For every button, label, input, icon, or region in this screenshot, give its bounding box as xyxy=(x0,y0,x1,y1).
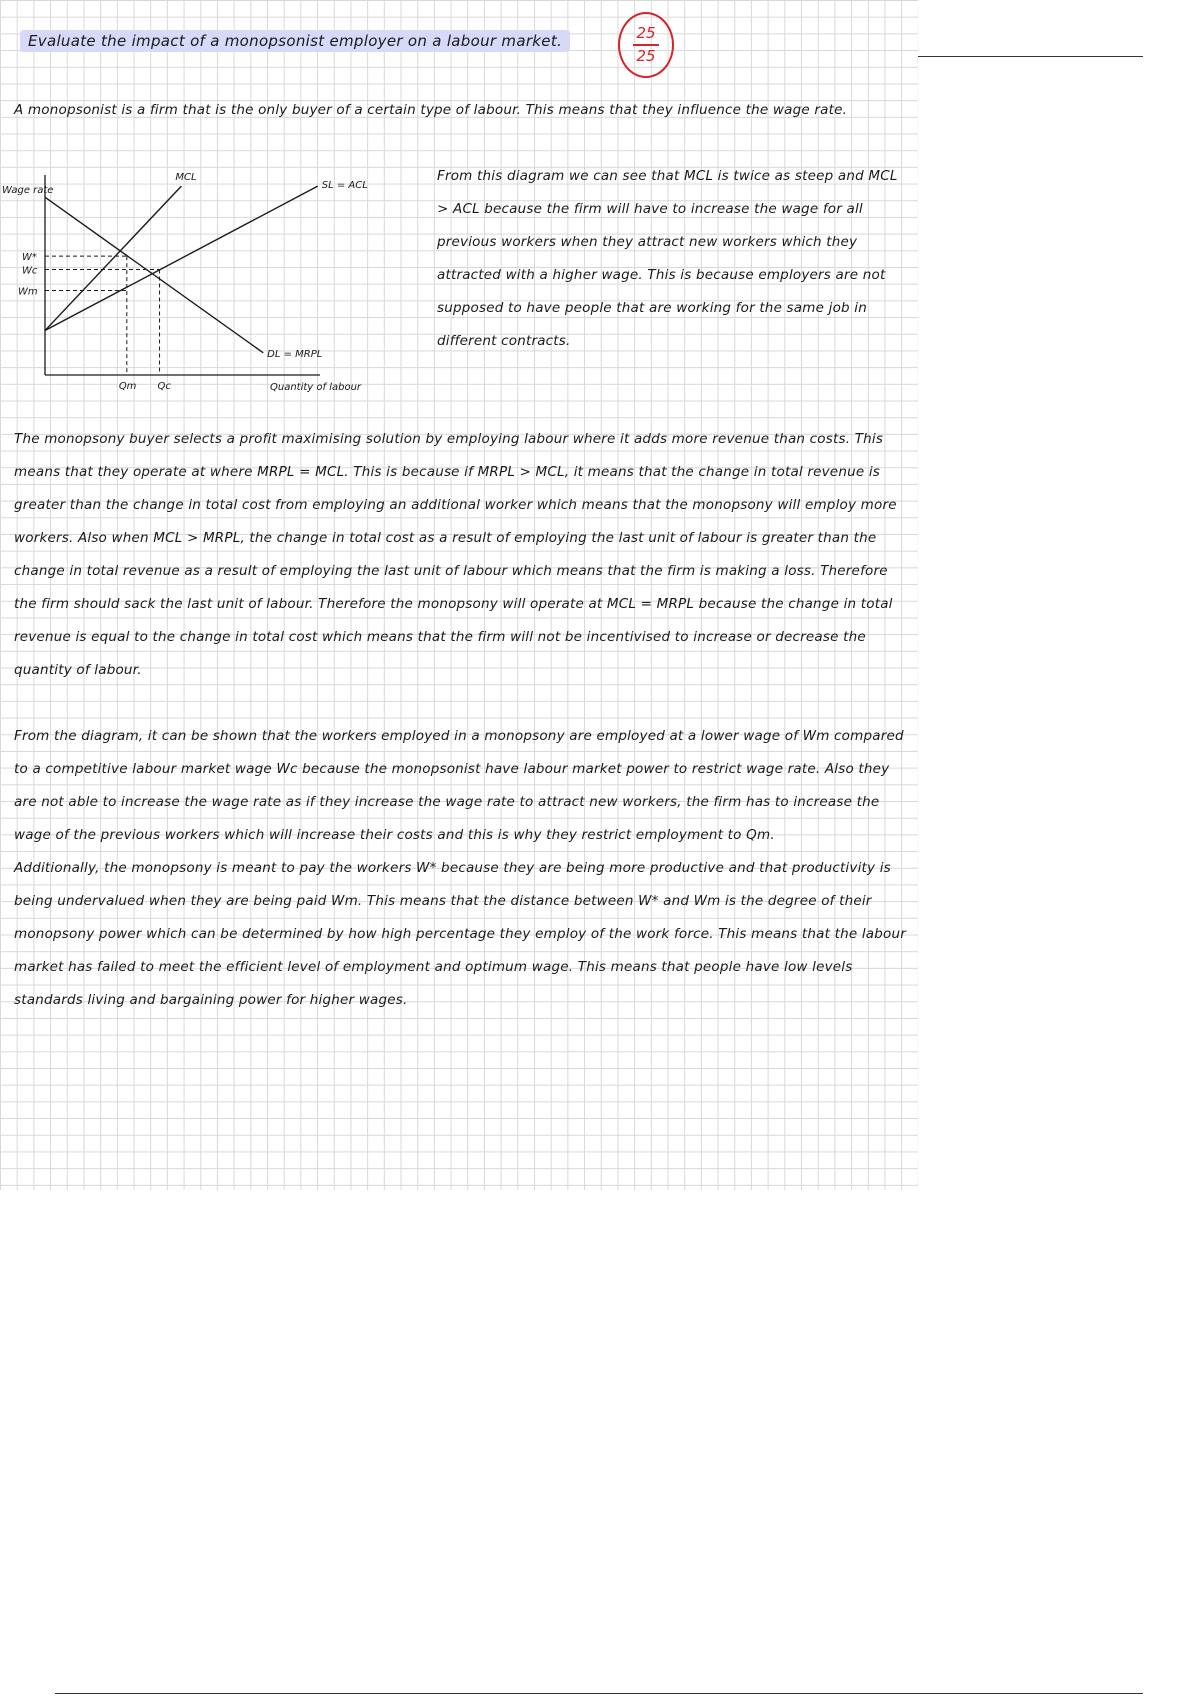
paragraph-additionally: Additionally, the monopsony is meant to pay the workers W* because they are being more productive and that productivity is being undervalued when they are being paid Wm. This means that the distance between W* and Wm is the degree of their monopsony power which can be determined by how high percentage they employ of the work force. This means that the labour market has failed to meet the efficient level of employment and optimum wage. This means that people have low levels standards living and bargaining power for higher wages. xyxy=(14,860,907,1008)
demand-label: DL = MRPL xyxy=(267,348,323,360)
x-axis-label: Quantity of labour xyxy=(270,382,362,393)
ytick-wc: Wc xyxy=(22,265,38,277)
score-circle xyxy=(618,12,674,78)
monopsony-diagram xyxy=(0,150,400,400)
paragraph-evaluation xyxy=(14,720,909,1017)
score-divider xyxy=(633,44,659,46)
top-rule xyxy=(918,56,1143,57)
paragraph-wage-comparison: From the diagram, it can be shown that the workers employed in a monopsony are employed at a lower wage of Wm compared to a competitive labour market wage Wc because the monopsonist have labour market power to restrict wage rate. Also they are not able to increase the wage rate as if they increase the wage rate to attract new workers, the firm has to increase the wage of the previous workers which will increase their costs and this is why they restrict employment to Qm. xyxy=(14,728,904,843)
mcl-label: MCL xyxy=(175,172,197,184)
bottom-rule xyxy=(55,1693,1143,1694)
paragraph-profit-max: The monopsony buyer selects a profit maximising solution by employing labour where it adds more revenue than costs. This means that they operate at where MRPL = MCL. This is because if MRPL > MCL, it means that the change in total revenue is greater than the change in total cost from employing an additional worker which means that the monopsony will employ more workers. Also when MCL > MRPL, the change in total cost as a result of employing the last unit of labour is greater than the change in total revenue as a result of employing the last unit of labour which means that the firm is making a loss. Therefore the firm should sack the last unit of labour. Therefore the monopsony will operate at MCL = MRPL because the change in total revenue is equal to the change in total cost which means that the firm will not be incentivised to increase or decrease the quantity of labour. xyxy=(14,431,897,678)
intro-text: A monopsonist is a firm that is the only buyer of a certain type of labour. This means that they influence the wage rate. xyxy=(14,102,848,118)
ytick-wstar: W* xyxy=(22,252,37,264)
diagram-explanation: From this diagram we can see that MCL is twice as steep and MCL > ACL because the firm will have to increase the wage for all previous workers when they attract new workers which they attracted with a higher wage. This is because employers are not supposed to have people that are working for the same job in different contracts. xyxy=(437,168,898,349)
mcl-curve xyxy=(45,186,181,330)
xtick-qm: Qm xyxy=(118,381,137,392)
supply-label: SL = ACL xyxy=(321,180,368,192)
supply-curve xyxy=(45,186,318,330)
score-top: 25 xyxy=(636,24,656,42)
question-title: Evaluate the impact of a monopsonist employer on a labour market. xyxy=(20,30,570,52)
score-bottom: 25 xyxy=(636,47,656,65)
demand-curve xyxy=(45,197,263,353)
xtick-qc: Qc xyxy=(157,381,171,392)
y-axis-label: Wage rate xyxy=(2,185,54,196)
ytick-wm: Wm xyxy=(18,286,38,298)
